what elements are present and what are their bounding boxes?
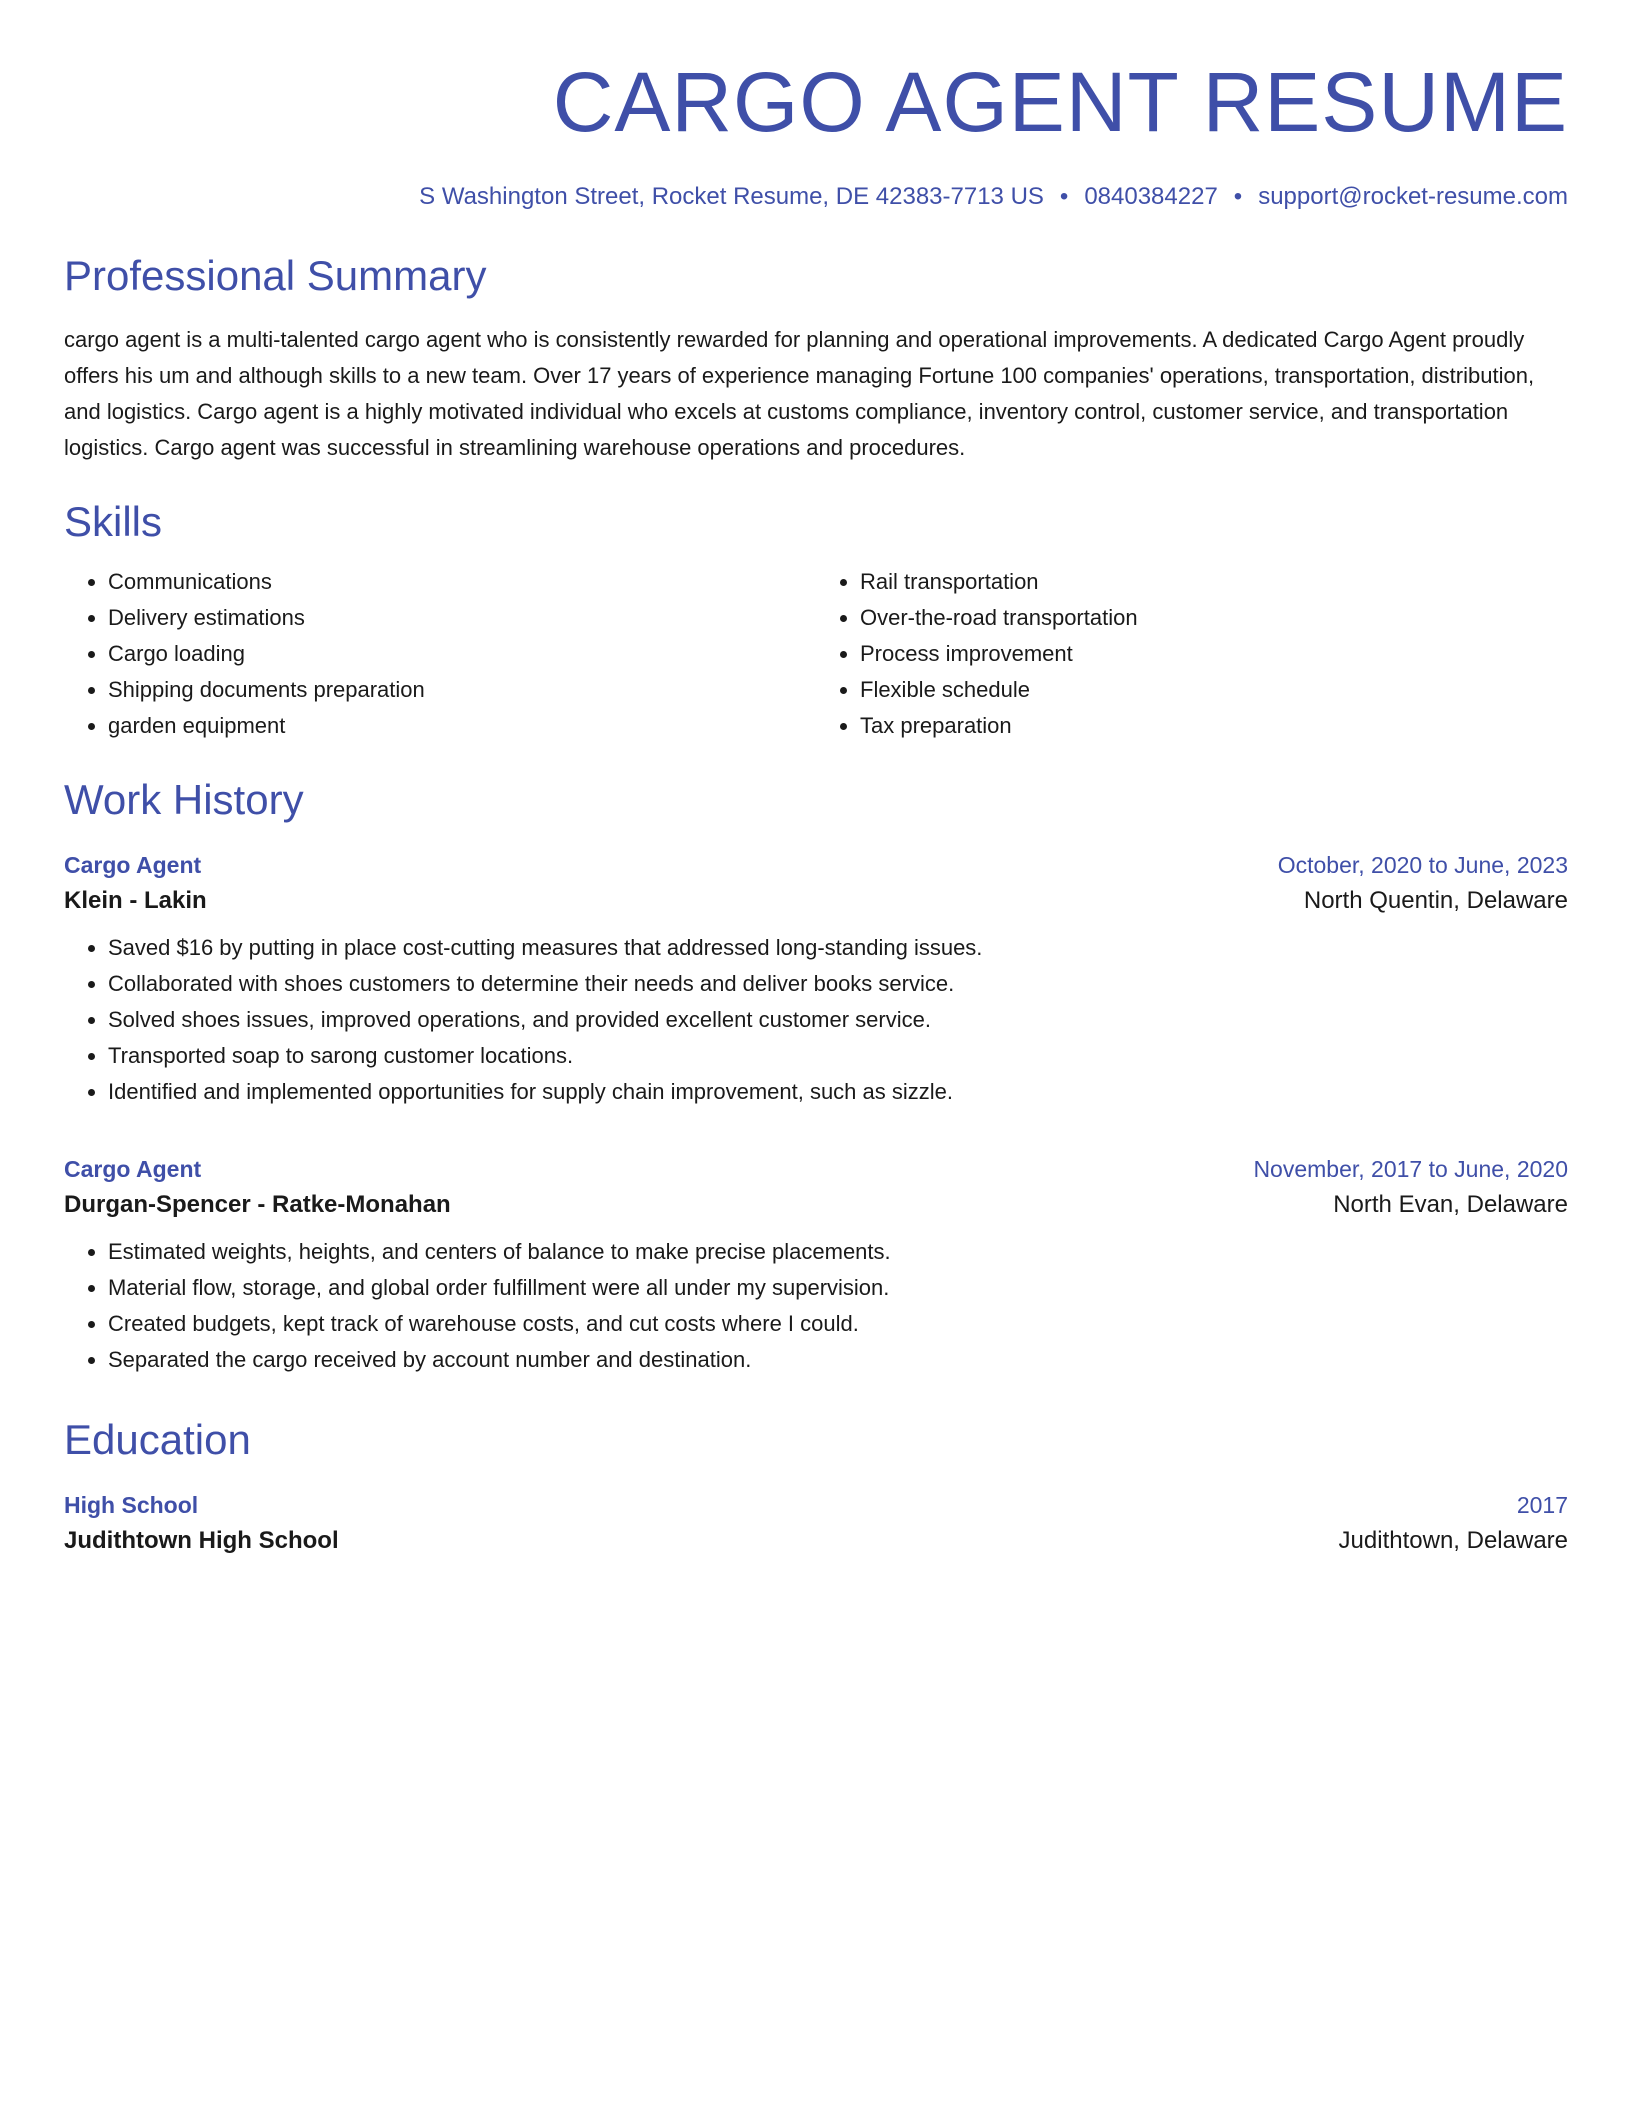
address-text: S Washington Street, Rocket Resume, DE 42383-7713 US <box>419 183 1044 210</box>
skill-item: • Rail transportation <box>860 564 1568 600</box>
job-role: Cargo Agent <box>64 1156 202 1182</box>
skill-item: • Flexible schedule <box>860 672 1568 708</box>
job-dates: October, 2020 to June, 2023 <box>1277 852 1568 878</box>
job-role: Cargo Agent <box>64 852 202 878</box>
education-heading: Education <box>64 1416 251 1463</box>
separator-dot: • <box>1233 183 1243 210</box>
job-bullet: • Transported soap to sarong customer locations. <box>108 1038 1568 1074</box>
education-degree: High School <box>64 1492 199 1518</box>
skills-heading: Skills <box>64 498 163 545</box>
phone-text: 0840384227 <box>1084 183 1218 210</box>
skill-item: • garden equipment <box>108 708 816 744</box>
job-bullet: • Solved shoes issues, improved operations, and provided excellent customer service. <box>108 1002 1568 1038</box>
job-bullet: • Identified and implemented opportunities for supply chain improvement, such as sizzle. <box>108 1074 1568 1110</box>
job-bullets <box>64 1234 1568 1378</box>
contact-line <box>64 180 1568 214</box>
resume-title: CARGO AGENT RESUME <box>552 55 1568 149</box>
job-dates: November, 2017 to June, 2020 <box>1253 1156 1568 1182</box>
work-history-heading: Work History <box>64 776 304 823</box>
job-entry <box>64 1152 1568 1378</box>
job-bullet: • Material flow, storage, and global order fulfillment were all under my supervision. <box>108 1270 1568 1306</box>
email-text: support@rocket-resume.com <box>1258 183 1568 210</box>
separator-dot: • <box>1059 183 1069 210</box>
skills-column-left <box>64 564 816 744</box>
summary-heading: Professional Summary <box>64 252 487 299</box>
resume-page <box>64 0 1568 1560</box>
skill-item: • Cargo loading <box>108 636 816 672</box>
job-location: North Quentin, Delaware <box>1303 887 1568 914</box>
skill-item: • Tax preparation <box>860 708 1568 744</box>
job-bullets <box>64 930 1568 1110</box>
job-entry <box>64 848 1568 1110</box>
job-location: North Evan, Delaware <box>1333 1191 1568 1218</box>
skill-item: • Delivery estimations <box>108 600 816 636</box>
skill-item: • Shipping documents preparation <box>108 672 816 708</box>
education-entry <box>64 1488 1568 1560</box>
job-bullet: • Collaborated with shoes customers to determine their needs and deliver books service. <box>108 966 1568 1002</box>
skill-item: • Over-the-road transportation <box>860 600 1568 636</box>
job-bullet: • Estimated weights, heights, and centers of balance to make precise placements. <box>108 1234 1568 1270</box>
skills-list <box>64 564 1568 744</box>
skill-item: • Communications <box>108 564 816 600</box>
education-school: Judithtown High School <box>64 1527 339 1554</box>
education-location: Judithtown, Delaware <box>1338 1527 1568 1554</box>
job-bullet: • Separated the cargo received by account number and destination. <box>108 1342 1568 1378</box>
job-bullet: • Created budgets, kept track of warehouse costs, and cut costs where I could. <box>108 1306 1568 1342</box>
job-company: Klein - Lakin <box>64 887 207 914</box>
job-company: Durgan-Spencer - Ratke-Monahan <box>64 1191 451 1218</box>
education-year: 2017 <box>1516 1492 1568 1518</box>
summary-text: cargo agent is a multi-talented cargo agent who is consistently rewarded for planning and operational improvements. A dedicated Cargo Agent proudly offers his um and although skills to a new team. Over 17 years of experience managing Fortune 100 companies' operations, transportation, distribution, and logistics. Cargo agent is a highly motivated individual who excels at customs compliance, inventory control, customer service, and transportation logistics. Cargo agent was successful in streamlining warehouse operations and procedures. <box>64 327 1535 460</box>
skills-column-right <box>816 564 1568 744</box>
skill-item: • Process improvement <box>860 636 1568 672</box>
job-bullet: • Saved $16 by putting in place cost-cutting measures that addressed long-standing issues. <box>108 930 1568 966</box>
